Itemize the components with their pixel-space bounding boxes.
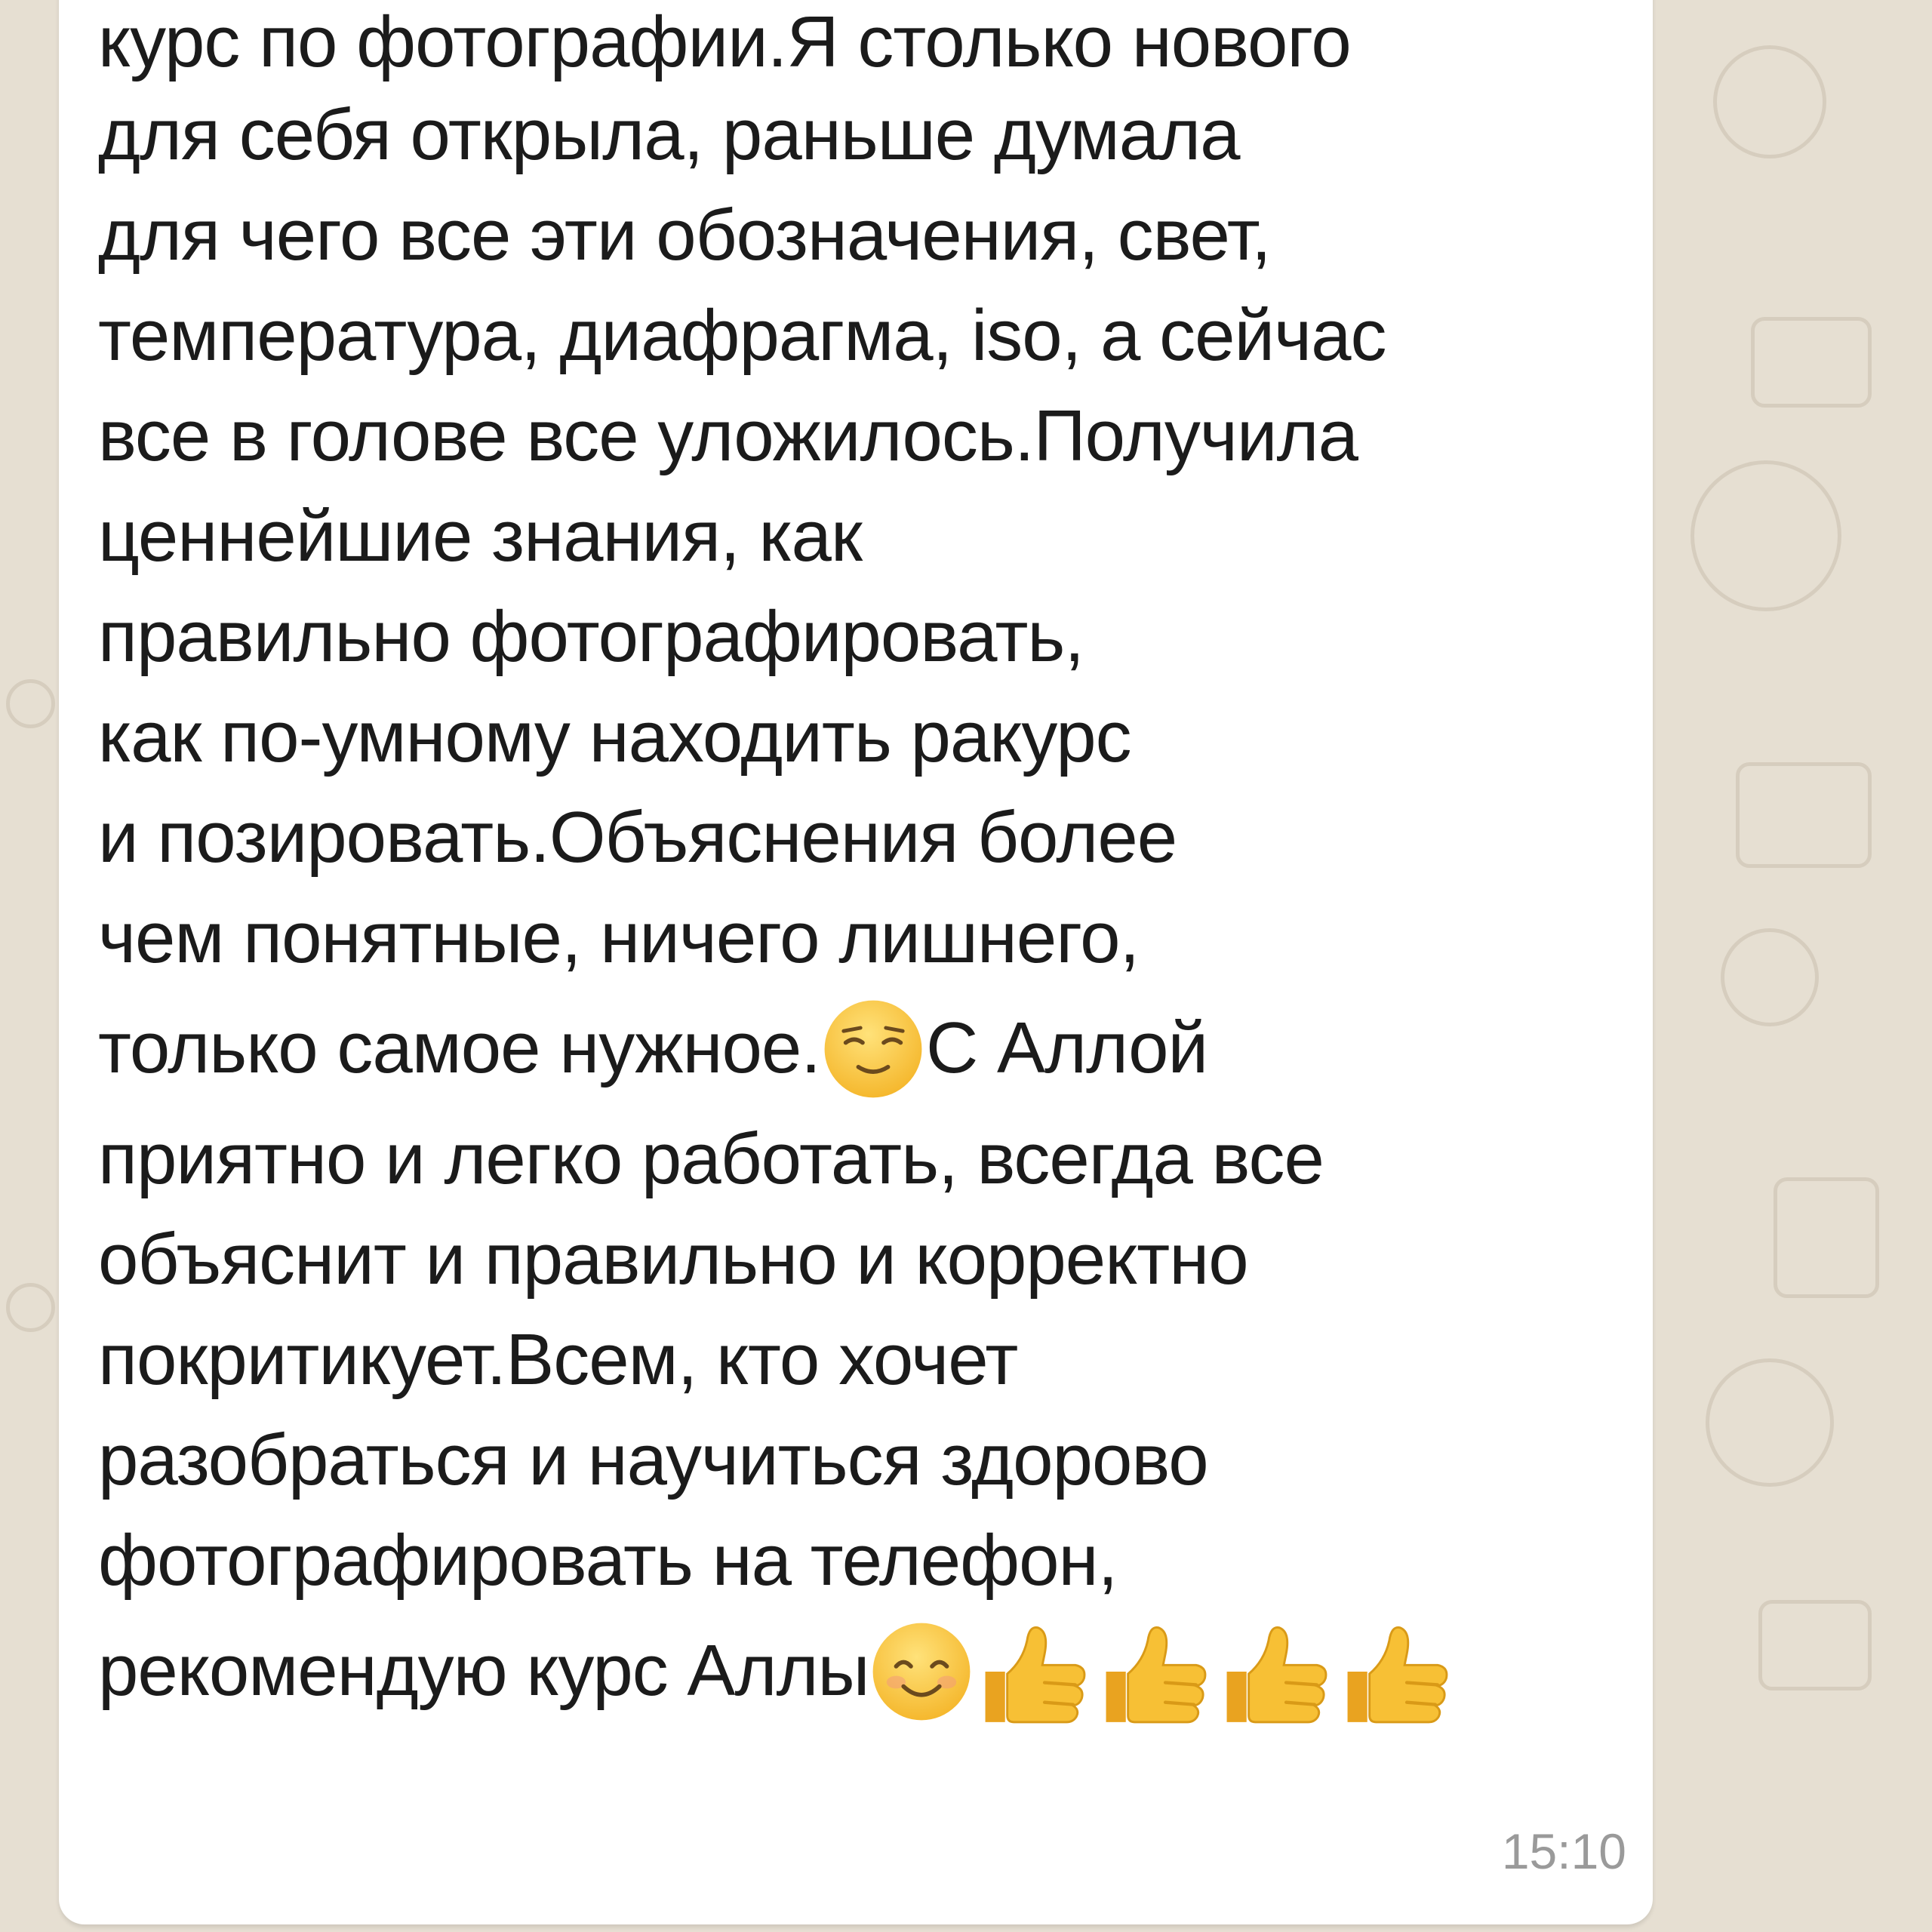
message-line: разобраться и научиться здорово: [98, 1420, 1208, 1500]
thumbs-up-emoji: [974, 1615, 1095, 1728]
wallpaper-doodle: [1751, 317, 1872, 408]
message-line: приятно и легко работать, всегда все: [98, 1118, 1324, 1199]
message-line: температура, диафрагма, iso, а сейчас: [98, 295, 1386, 376]
message-line: курс по фотографии.Я столько нового: [98, 2, 1351, 82]
message-line: покритикует.Всем, кто хочет: [98, 1319, 1018, 1400]
wallpaper-doodle: [6, 1283, 55, 1332]
wallpaper-doodle: [6, 679, 55, 728]
wallpaper-doodle: [1774, 1177, 1879, 1298]
thumbs-up-emoji: [1095, 1615, 1216, 1728]
relieved-face-emoji: [820, 996, 926, 1102]
message-line: фотографировать на телефон,: [98, 1520, 1118, 1601]
message-line: чем понятные, ничего лишнего,: [98, 897, 1140, 978]
message-line-text: рекомендую курс Аллы: [98, 1630, 869, 1711]
thumbs-up-emoji: [1337, 1615, 1457, 1728]
message-line: и позировать.Объяснения более: [98, 797, 1177, 878]
wallpaper-doodle: [1713, 45, 1826, 158]
message-line: [98, 988, 1615, 1109]
message-line: объяснит и правильно и корректно: [98, 1219, 1248, 1300]
message-line-text: только самое нужное.: [98, 1008, 820, 1088]
smiling-face-emoji: [869, 1619, 974, 1724]
wallpaper-doodle: [1736, 762, 1872, 868]
message-line: все в голове все уложилось.Получила: [98, 395, 1358, 476]
message-line: ценнейшие знания, как: [98, 496, 862, 577]
wallpaper-doodle: [1706, 1358, 1834, 1487]
message-line: [98, 1611, 1615, 1731]
wallpaper-doodle: [1758, 1600, 1872, 1690]
message-line-text: С Аллой: [925, 1008, 1208, 1088]
message-line: для себя открыла, раньше думала: [98, 94, 1240, 175]
message-timestamp: 15:10: [1501, 1823, 1626, 1879]
thumbs-up-emoji: [1216, 1615, 1337, 1728]
message-line: для чего все эти обозначения, свет,: [98, 195, 1271, 275]
message-line: как по-умному находить ракурс: [98, 697, 1131, 777]
wallpaper-doodle: [1721, 928, 1819, 1026]
message-text: [98, 0, 1615, 1731]
wallpaper-doodle: [1690, 460, 1841, 611]
message-line: правильно фотографировать,: [98, 596, 1084, 677]
